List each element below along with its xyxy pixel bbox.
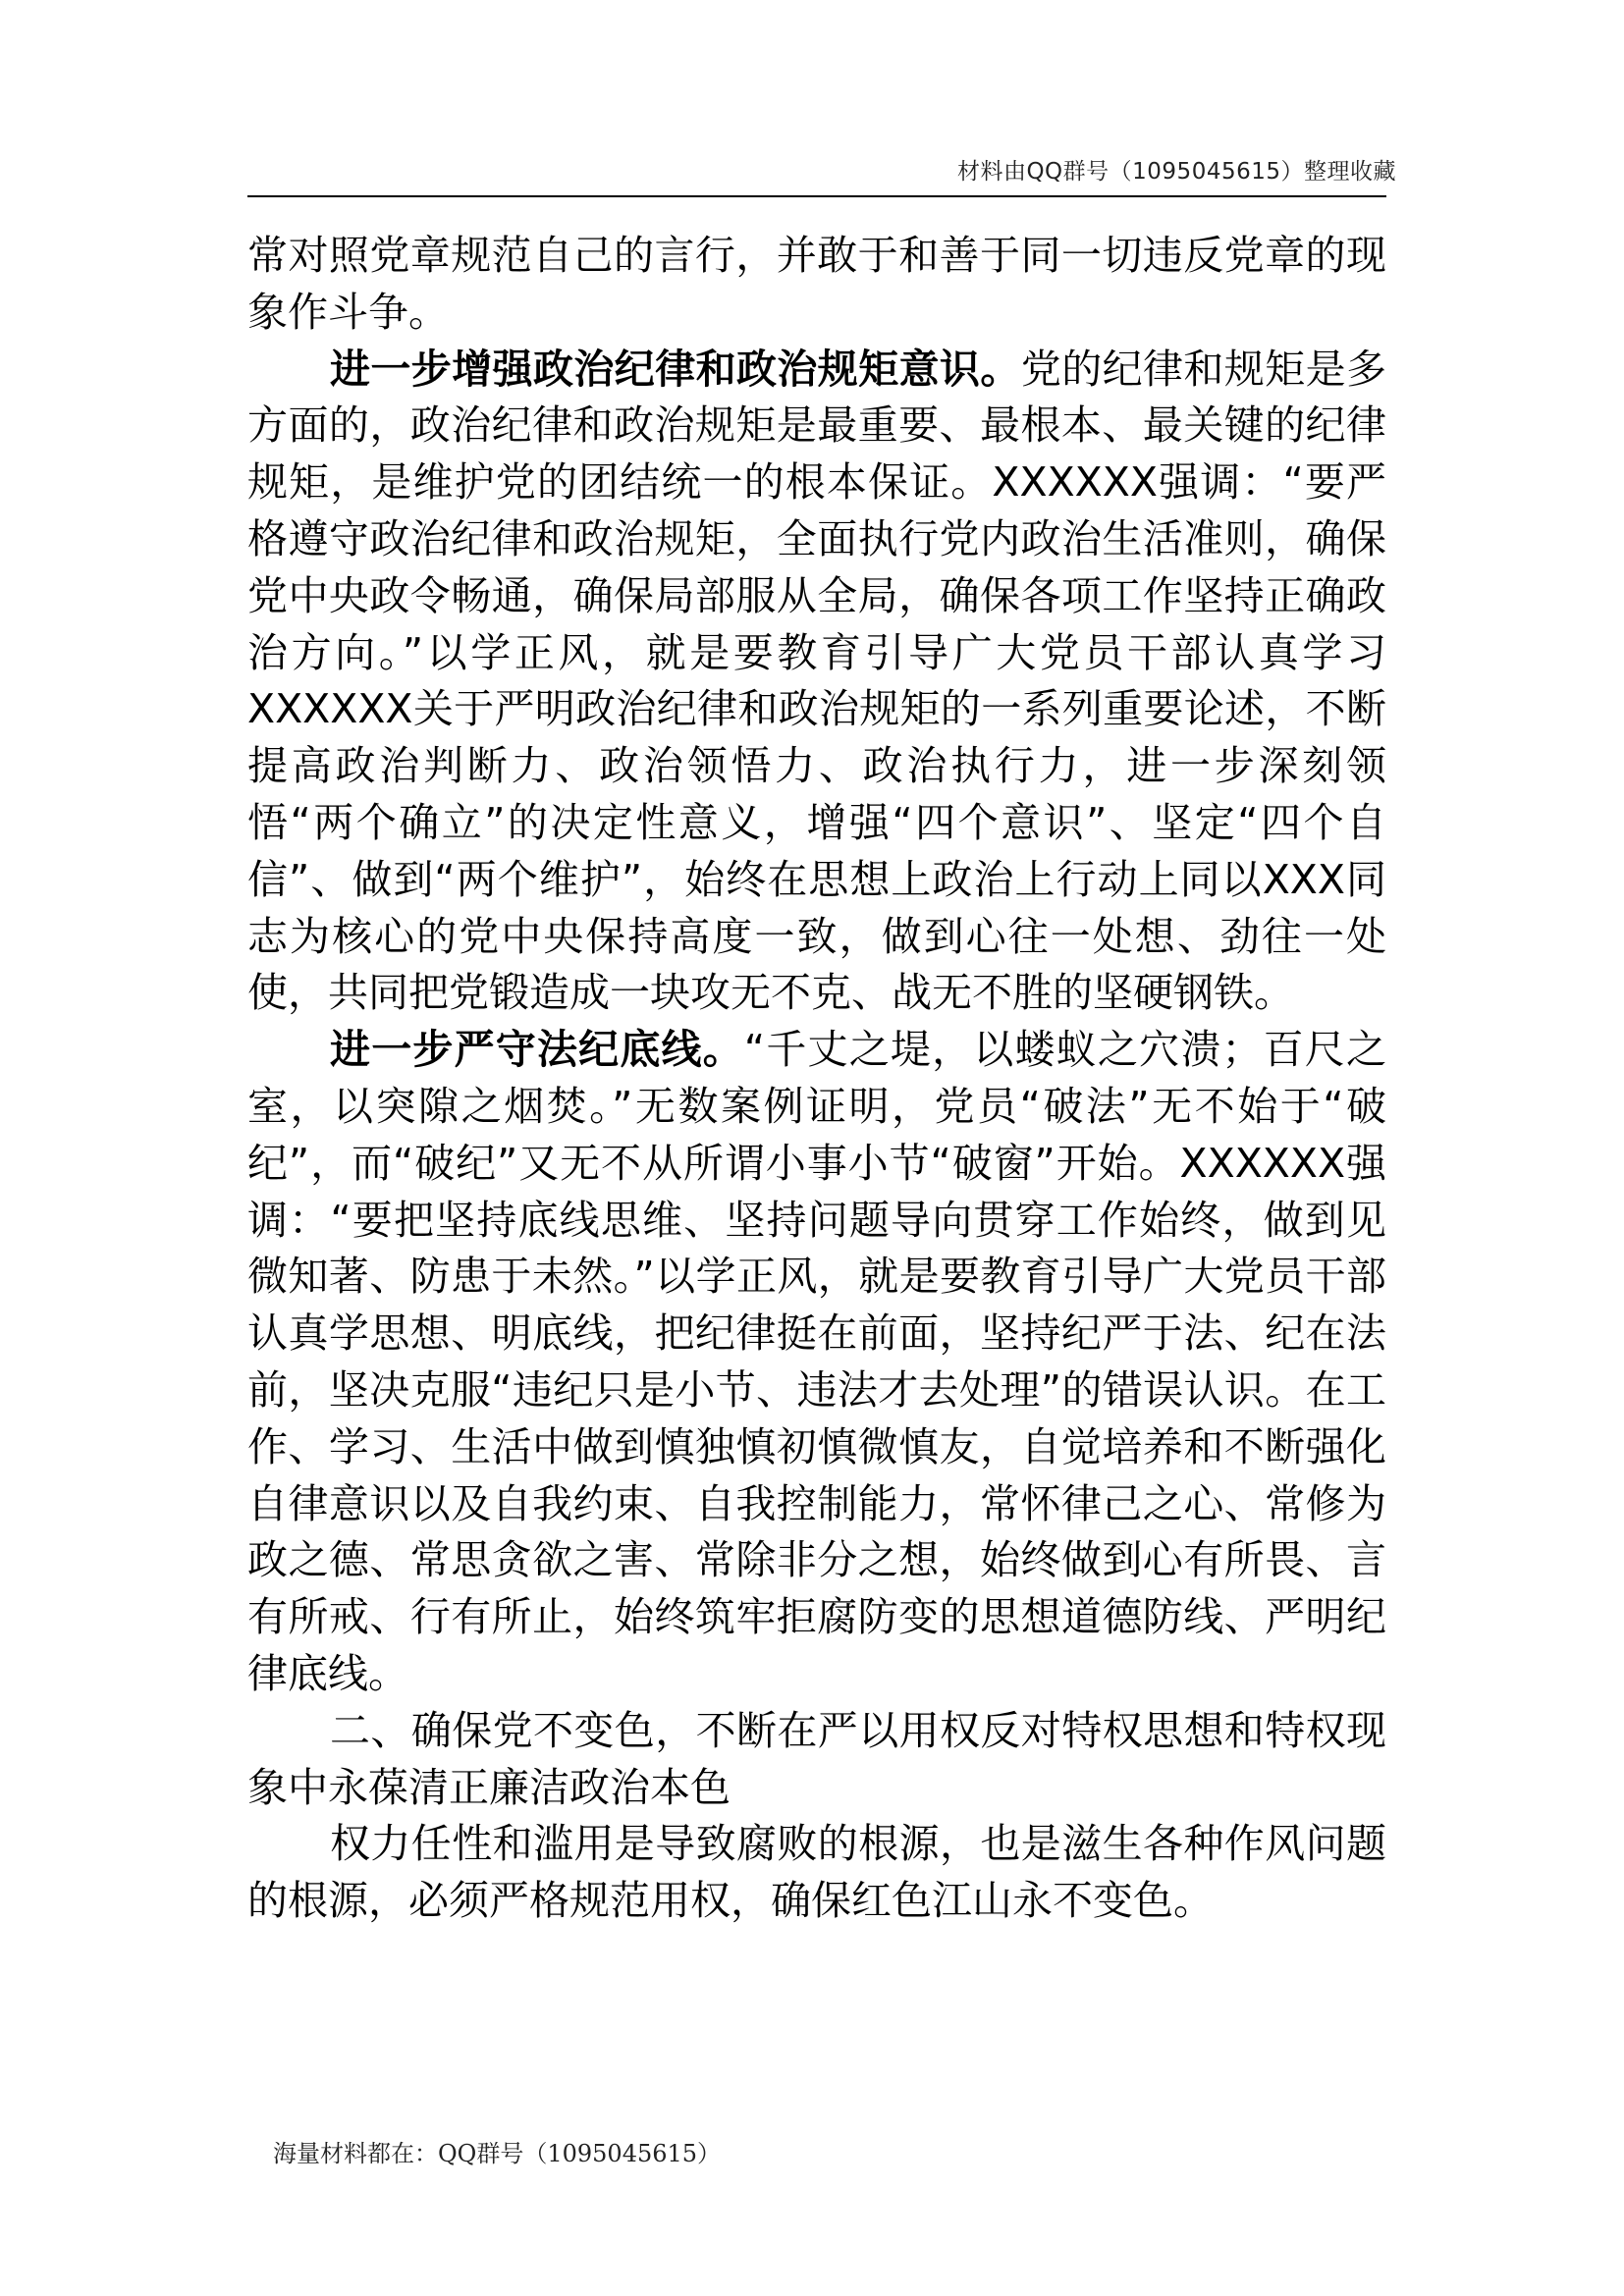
header-divider: [247, 195, 1386, 197]
paragraph-text: “千丈之堤，以蝼蚁之穴溃；百尺之室，以突隙之烟焚。”无数案例证明，党员“破法”无不始于“破纪”，而“破纪”又无不从所谓小事小节“破窗”开始。XXXXXX强调：“要把坚持底线思维、坚持问题导向贯穿工作始终，做到见微知著、防患于未然。”以学正风，就是要教育引导广大党员干部认真学思想、明底线，把纪律挺在前面，坚持纪严于法、纪在法前，坚决克服“违纪只是小节、违法才去处理”的错误认识。在工作、学习、生活中做到慎独慎初慎微慎友，自觉培养和不断强化自律意识以及自我约束、自我控制能力，常怀律己之心、常修为政之德、常思贪欲之害、常除非分之想，始终做到心有所畏、言有所戒、行有所止，始终筑牢拒腐防变的思想道德防线、严明纪律底线。: [247, 1026, 1386, 1697]
paragraph-text: 常对照党章规范自己的言行，并敢于和善于同一切违反党章的现象作斗争。: [247, 232, 1386, 336]
paragraph-legal-bottom-line: [247, 1022, 1386, 1703]
section-heading: [247, 1703, 1386, 1817]
paragraph-continuation: [247, 228, 1386, 342]
section-heading-text: 二、确保党不变色，不断在严以用权反对特权思想和特权现象中永葆清正廉洁政治本色: [247, 1706, 1386, 1811]
footer-note: 海量材料都在：QQ群号（1095045615）: [273, 2140, 722, 2167]
paragraph-lead: 进一步严守法纪底线。: [330, 1026, 744, 1074]
header-note: 材料由QQ群号（1095045615）整理收藏: [956, 159, 1396, 185]
paragraph-lead: 进一步增强政治纪律和政治规矩意识。: [330, 345, 1021, 393]
paragraph-text: 权力任性和滥用是导致腐败的根源，也是滋生各种作风问题的根源，必须严格规范用权，确保红色江山永不变色。: [247, 1820, 1386, 1925]
paragraph-text: 党的纪律和规矩是多方面的，政治纪律和政治规矩是最重要、最根本、最关键的纪律规矩，是维护党的团结统一的根本保证。XXXXXX强调：“要严格遵守政治纪律和政治规矩，全面执行党内政治生活准则，确保党中央政令畅通，确保局部服从全局，确保各项工作坚持正确政治方向。”以学正风，就是要教育引导广大党员干部认真学习XXXXXX关于严明政治纪律和政治规矩的一系列重要论述，不断提高政治判断力、政治领悟力、政治执行力，进一步深刻领悟“两个确立”的决定性意义，增强“四个意识”、坚定“四个自信”、做到“两个维护”，始终在思想上政治上行动上同以XXX同志为核心的党中央保持高度一致，做到心往一处想、劲往一处使，共同把党锻造成一块攻无不克、战无不胜的坚硬钢铁。: [247, 345, 1387, 1017]
paragraph-political-discipline: [247, 342, 1386, 1023]
paragraph-power-abuse: [247, 1816, 1386, 1930]
document-body: [247, 228, 1386, 1930]
